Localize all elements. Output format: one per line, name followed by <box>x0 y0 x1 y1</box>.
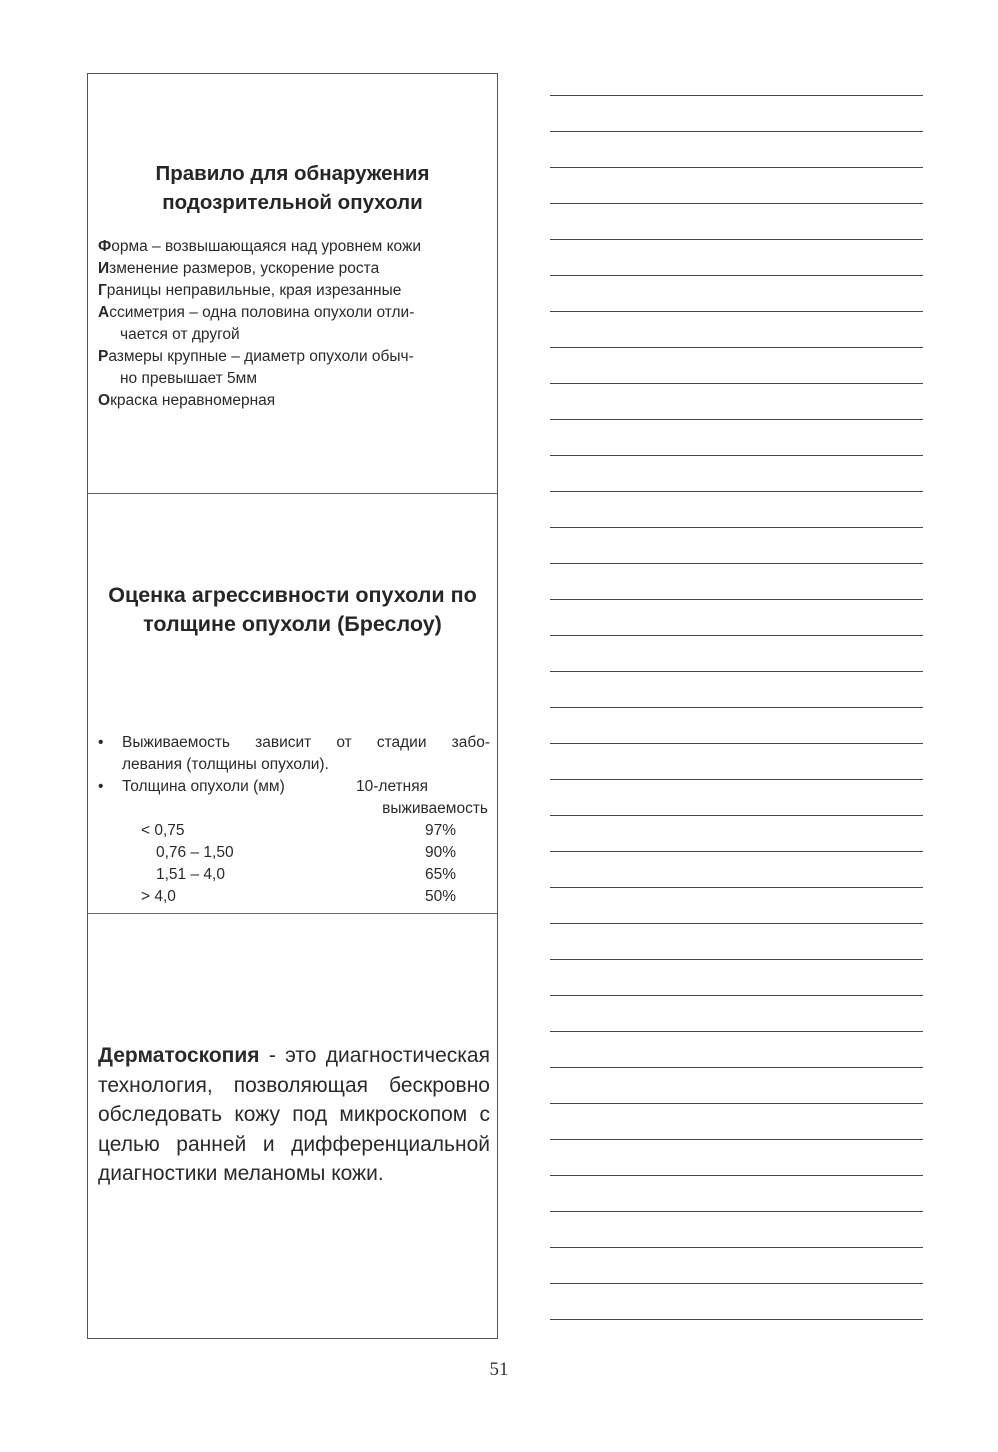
slide-suspicious-tumor-rule <box>88 74 497 494</box>
note-line <box>550 635 923 636</box>
slides-frame <box>87 73 498 1339</box>
page-number: 51 <box>489 1359 509 1380</box>
thickness-cell: < 0,75 <box>141 822 185 839</box>
bullet-text-line2: левания (толщины опухоли). <box>122 756 329 773</box>
note-line <box>550 743 923 744</box>
column-header-thickness: Толщина опухоли (мм) <box>122 778 285 795</box>
note-line <box>550 239 923 240</box>
rule-initial: Р <box>98 348 109 365</box>
note-line <box>550 95 923 96</box>
note-line <box>550 707 923 708</box>
note-line <box>550 923 923 924</box>
note-line <box>550 1211 923 1212</box>
note-line <box>550 203 923 204</box>
bullet-marker: • <box>98 778 104 795</box>
column-header-survival-line2: выживаемость <box>382 800 488 817</box>
rule-continuation: чается от другой <box>120 326 240 343</box>
note-line <box>550 851 923 852</box>
thickness-cell: 0,76 – 1,50 <box>156 844 234 861</box>
rule-text: краска неравномерная <box>110 392 276 409</box>
note-line <box>550 599 923 600</box>
note-line <box>550 1139 923 1140</box>
rule-item <box>98 280 493 302</box>
rule-item <box>98 302 493 346</box>
survival-cell: 97% <box>424 822 456 839</box>
note-line <box>550 563 923 564</box>
rule-item <box>98 258 493 280</box>
note-line <box>550 491 923 492</box>
column-header-survival <box>356 776 488 820</box>
note-line <box>550 1175 923 1176</box>
note-line <box>550 779 923 780</box>
table-row <box>98 842 490 864</box>
rule-item <box>98 346 493 390</box>
note-line <box>550 131 923 132</box>
rule-list <box>98 236 493 412</box>
note-line <box>550 1031 923 1032</box>
note-line <box>550 383 923 384</box>
survival-table <box>98 820 490 908</box>
survival-table-header <box>98 776 490 820</box>
note-line <box>550 1067 923 1068</box>
rule-initial: О <box>98 392 111 409</box>
rule-text: азмеры крупные – диаметр опухоли обыч- <box>108 348 414 365</box>
slide-breslow-thickness <box>88 494 497 914</box>
term-dermatoscopy: Дерматоскопия <box>98 1044 260 1067</box>
column-header-survival-line1: 10-летняя <box>356 778 428 795</box>
thickness-cell: 1,51 – 4,0 <box>156 866 225 883</box>
rule-continuation: но превышает 5мм <box>120 370 257 387</box>
rule-initial: Ф <box>98 238 112 255</box>
note-line <box>550 275 923 276</box>
rule-text: орма – возвышающаяся над уровнем кожи <box>111 238 422 255</box>
note-line <box>550 1283 923 1284</box>
note-line <box>550 815 923 816</box>
note-line <box>550 959 923 960</box>
survival-cell: 65% <box>424 866 456 883</box>
notes-lines <box>550 0 923 1360</box>
thickness-cell: > 4,0 <box>141 888 176 905</box>
note-line <box>550 1103 923 1104</box>
rule-text: ссиметрия – одна половина опухоли отли- <box>109 304 415 321</box>
note-line <box>550 167 923 168</box>
table-row <box>98 864 490 886</box>
note-line <box>550 347 923 348</box>
note-line <box>550 995 923 996</box>
rule-text: раницы неправильные, края изрезанные <box>106 282 402 299</box>
note-line <box>550 527 923 528</box>
note-line <box>550 887 923 888</box>
bullet-text-line1: Выживаемость зависит от стадии забо- <box>122 734 490 751</box>
bullet-list <box>98 732 490 776</box>
table-row <box>98 820 490 842</box>
bullet-item <box>98 732 490 776</box>
survival-cell: 90% <box>424 844 456 861</box>
rule-initial: И <box>98 260 110 277</box>
note-line <box>550 671 923 672</box>
note-line <box>550 1319 923 1320</box>
rule-item <box>98 390 493 412</box>
definition-text: - это диагностическая технология, позволяющая бескровно обследовать кожу под микроскопом с целью ранней и дифференциальной диагностики меланомы кожи. <box>98 1044 490 1185</box>
survival-cell: 50% <box>424 888 456 905</box>
note-line <box>550 1247 923 1248</box>
rule-initial: Г <box>98 282 107 299</box>
slide-title: Правило для обнаружения подозрительной опухоли <box>155 162 430 214</box>
rule-initial: А <box>98 304 110 321</box>
rule-item <box>98 236 493 258</box>
note-line <box>550 419 923 420</box>
slide-title: Оценка агрессивности опухоли по толщине опухоли (Бреслоу) <box>108 583 477 636</box>
table-row <box>98 886 490 908</box>
table-header <box>98 776 490 820</box>
rule-text: зменение размеров, ускорение роста <box>109 260 380 277</box>
bullet-marker: • <box>98 734 104 751</box>
note-line <box>550 455 923 456</box>
dermatoscopy-definition <box>98 1041 490 1189</box>
slide-dermatoscopy <box>88 914 497 1338</box>
note-line <box>550 311 923 312</box>
